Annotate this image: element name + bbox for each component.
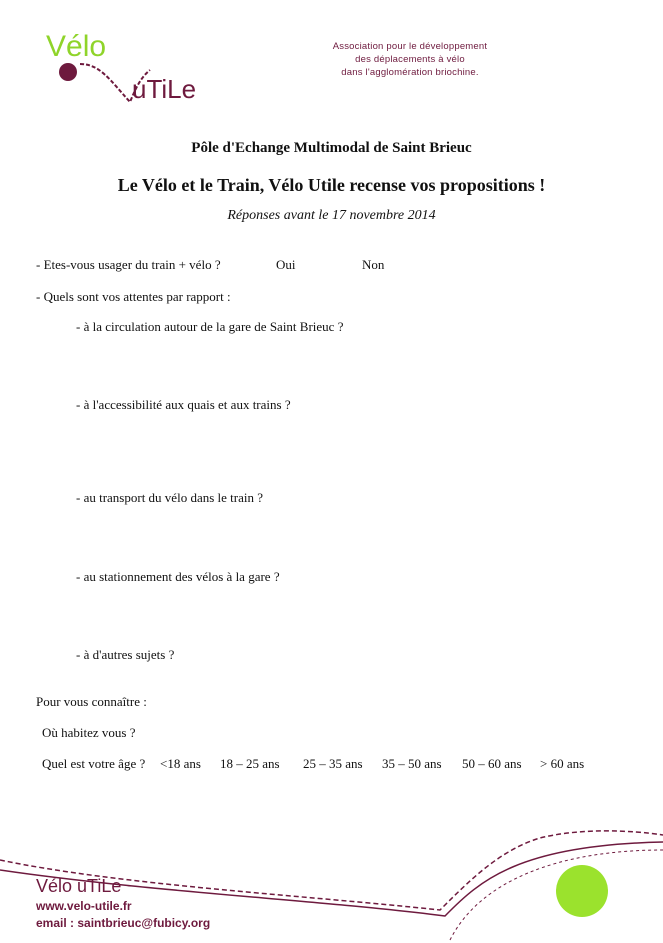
association-line-2: des déplacements à vélo	[355, 54, 465, 65]
question-age: Quel est votre âge ?	[42, 756, 146, 771]
velo-utile-logo	[40, 20, 220, 110]
footer-email[interactable]: email : saintbrieuc@fubicy.org	[36, 916, 211, 930]
age-option[interactable]: <18 ans	[160, 756, 201, 771]
question-circulation: - à la circulation autour de la gare de Saint Brieuc ?	[76, 319, 344, 334]
logo-utile-text: uTiLe	[132, 74, 197, 104]
association-description	[300, 40, 520, 79]
age-option[interactable]: > 60 ans	[540, 756, 585, 771]
age-option[interactable]: 50 – 60 ans	[462, 756, 522, 771]
option-oui[interactable]: Oui	[276, 257, 296, 272]
profile-intro: Pour vous connaître :	[36, 694, 147, 709]
expectations-intro: - Quels sont vos attentes par rapport :	[36, 289, 231, 304]
question-parking: - au stationnement des vélos à la gare ?	[76, 569, 280, 584]
age-option[interactable]: 25 – 35 ans	[303, 756, 363, 771]
question-other: - à d'autres sujets ?	[76, 647, 175, 662]
footer-website[interactable]: www.velo-utile.fr	[36, 899, 132, 913]
association-line-1: Association pour le développement	[332, 41, 488, 52]
deadline-note: Réponses avant le 17 novembre 2014	[227, 208, 436, 223]
association-line-3: dans l'agglomération briochine.	[341, 67, 479, 78]
logo-dot	[59, 63, 77, 81]
document-subtitle: Pôle d'Echange Multimodal de Saint Brieuc	[191, 140, 472, 156]
question-transport: - au transport du vélo dans le train ?	[76, 490, 263, 505]
document-title: Le Vélo et le Train, Vélo Utile recense vos propositions !	[117, 175, 546, 195]
usage-question: - Etes-vous usager du train + vélo ?	[36, 257, 221, 272]
footer-name: Vélo uTiLe	[36, 876, 122, 896]
option-non[interactable]: Non	[362, 257, 385, 272]
logo-velo-text: Vélo	[46, 30, 107, 63]
age-option[interactable]: 18 – 25 ans	[220, 756, 280, 771]
question-accessibility: - à l'accessibilité aux quais et aux trains ?	[76, 397, 291, 412]
footer-green-dot	[556, 865, 608, 917]
question-residence: Où habitez vous ?	[42, 725, 136, 740]
age-option[interactable]: 35 – 50 ans	[382, 756, 442, 771]
